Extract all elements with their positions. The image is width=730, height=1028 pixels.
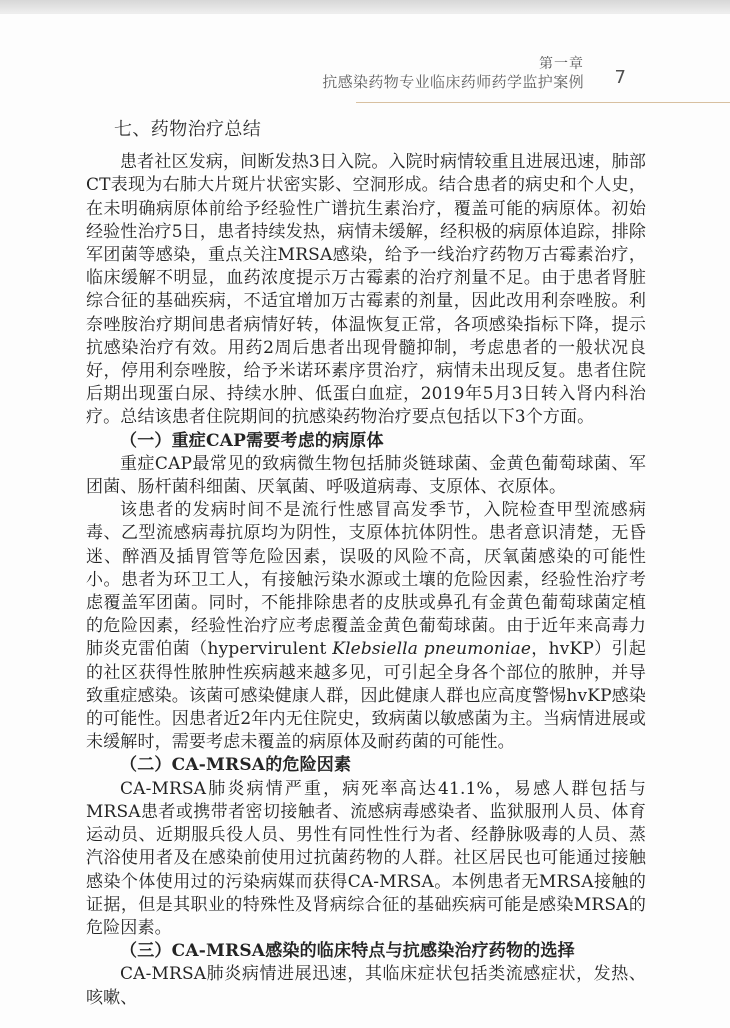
subsection-2-paragraph: CA-MRSA肺炎病情严重，病死率高达41.1%，易感人群包括与MRSA患者或携带者密切接触者、流感病毒感染者、监狱服刑人员、体育运动员、近期服兵役人员、男性有同性性行为者、经静脉吸毒的人员、蒸汽浴使用者及在感染前使用过抗菌药物的人群。社区居民也可能通过接触感染个体使用过的污染病媒而获得CA-MRSA。本例患者无MRSA接触的证据，但是其职业的特殊性及肾病综合征的基础疾病可能是感染MRSA的危险因素。: [86, 778, 646, 938]
subsection-1-paragraph-2-part-2: ，hvKP）引起的社区获得性脓肿性疾病越来越多见，可引起全身各个部位的脓肿，并导致重症感染。该菌可感染健康人群，因此健康人群也应高度警惕hvKP感染的可能性。因患者近2年内无住院史，致病菌以敏感菌为主。当病情进展或未缓解时，需要考虑未覆盖的病原体及耐药菌的可能性。: [86, 639, 646, 753]
main-content: [86, 118, 646, 1010]
subsection-1-paragraph-2-part-1: 该患者的发病时间不是流行性感冒高发季节，入院检查甲型流感病毒、乙型流感病毒抗原均为阴性，支原体抗体阴性。患者意识清楚，无昏迷、醉酒及插胃管等危险因素，误吸的风险不高，厌氧菌感染的可能性小。患者为环卫工人，有接触污染水源或土壤的危险因素，经验性治疗考虑覆盖军团菌。同时，不能排除患者的皮肤或鼻孔有金黄色葡萄球菌定植的危险因素，经验性治疗应考虑覆盖金黄色葡萄球菌。由于近年来高毒力肺炎克雷伯菌（hypervirulent: [86, 500, 646, 660]
header-rule: [356, 102, 730, 103]
subsection-heading-3: （三）CA-MRSA感染的临床特点与抗感染治疗药物的选择: [120, 941, 575, 962]
subsection-3-paragraph: CA-MRSA肺炎病情进展迅速，其临床症状包括类流感症状，发热、咳嗽、: [86, 964, 646, 1008]
section-title: 七、药物治疗总结: [114, 119, 262, 140]
chapter-label: 第一章: [539, 56, 584, 72]
subsection-heading-2: （二）CA-MRSA的危险因素: [120, 755, 352, 776]
subsection-1-paragraph-1: 重症CAP最常见的致病微生物包括肺炎链球菌、金黄色葡萄球菌、军团菌、肠杆菌科细菌、厌氧菌、呼吸道病毒、支原体、衣原体。: [86, 453, 646, 498]
subsection-1-paragraph-2: [86, 499, 646, 754]
subsection-heading-1: （一）重症CAP需要考虑的病原体: [120, 430, 384, 451]
top-shadow: [0, 12, 730, 14]
page-number: 7: [614, 67, 626, 88]
intro-paragraph: 患者社区发病，间断发热3日入院。入院时病情较重且进展迅速，肺部CT表现为右肺大片斑片状密实影、空洞形成。结合患者的病史和个人史，在未明确病原体前给予经验性广谱抗生素治疗，覆盖可能的病原体。初始经验性治疗5日，患者持续发热，病情未缓解，经积极的病原体追踪，排除军团菌等感染，重点关注MRSA感染，给予一线治疗药物万古霉素治疗，临床缓解不明显，血药浓度提示万古霉素的治疗剂量不足。由于患者肾脏综合征的基础疾病，不适宜增加万古霉素的剂量，因此改用利奈唑胺。利奈唑胺治疗期间患者病情好转，体温恢复正常，各项感染指标下降，提示抗感染治疗有效。用药2周后患者出现骨髓抑制，考虑患者的一般状况良好，停用利奈唑胺，给予米诺环素序贯治疗，病情未出现反复。患者住院后期出现蛋白尿、持续水肿、低蛋白血症，2019年5月3日转入肾内科治疗。总结该患者住院期间的抗感染药物治疗要点包括以下3个方面。: [86, 152, 646, 428]
species-name: Klebsiella pneumoniae: [332, 639, 532, 660]
top-band: [0, 0, 730, 12]
book-title: 抗感染药物专业临床药师药学监护案例: [322, 73, 584, 91]
